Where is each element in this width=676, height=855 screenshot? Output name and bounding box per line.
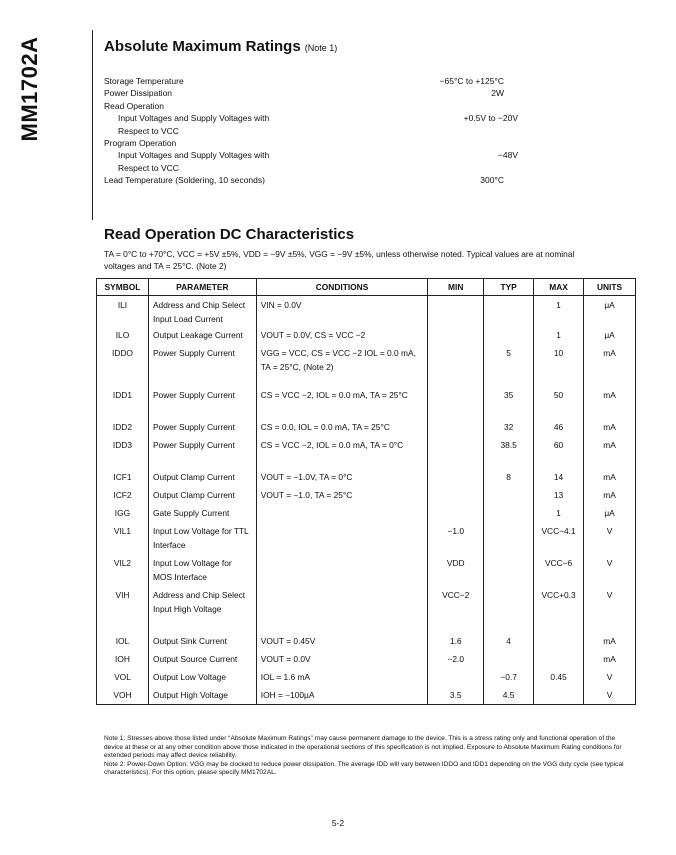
cell-symbol: VIH [97,586,149,632]
cell-parameter: Output High Voltage [148,686,256,704]
rating-row [104,100,624,112]
rating-value: 300°C [480,175,504,186]
cell-parameter: Output Clamp Current [148,486,256,504]
cell-parameter: Output Leakage Current [148,326,256,344]
rating-row [104,87,624,99]
rating-row [104,162,624,174]
cell-typ: 35 [484,386,534,418]
cell-symbol: VIL1 [97,522,149,554]
cell-parameter: Address and Chip Select Input High Voltage [148,586,256,632]
cell-symbol: VIL2 [97,554,149,586]
rating-value: −65°C to +125°C [439,76,504,86]
page-number: 5-2 [331,818,345,828]
cell-min [428,486,484,504]
table-row [97,436,636,468]
cell-symbol: ICF2 [97,486,149,504]
cell-symbol: IDDO [97,344,149,386]
rating-label: Lead Temperature (Soldering, 10 seconds) [104,175,265,186]
cell-symbol: ILO [97,326,149,344]
cell-max: 0.45 [534,668,584,686]
cell-min [428,436,484,468]
cell-symbol: VOL [97,668,149,686]
table-row [97,344,636,386]
column-header: PARAMETER [148,279,256,296]
absolute-max-list [104,75,624,187]
cell-conditions: VOUT = 0.45V [256,632,428,650]
table-row [97,554,636,586]
cell-parameter: Output Clamp Current [148,468,256,486]
cell-units: μA [584,296,636,327]
cell-parameter: Output Source Current [148,650,256,668]
rating-value [353,125,518,137]
rating-label: Input Voltages and Supply Voltages with [118,113,270,124]
rating-value [339,100,504,112]
table-row [97,504,636,522]
cell-max: VCC+0.3 [534,586,584,632]
cell-parameter: Input Low Voltage for TTL Interface [148,522,256,554]
rating-label: Program Operation [104,138,177,149]
cell-symbol: IDD1 [97,386,149,418]
cell-typ: 38.5 [484,436,534,468]
table-row [97,326,636,344]
cell-typ [484,504,534,522]
cell-symbol: IDD2 [97,418,149,436]
cell-typ [484,650,534,668]
cell-units: mA [584,650,636,668]
rating-value: +0.5V to −20V [463,113,518,124]
cell-typ: 5 [484,344,534,386]
cell-min: VDD [428,554,484,586]
cell-typ: 8 [484,468,534,486]
rating-row [104,137,624,149]
table-row [97,686,636,704]
table-row [97,486,636,504]
cell-symbol: ICF1 [97,468,149,486]
vertical-rule [92,30,93,220]
cell-max [534,686,584,704]
cell-symbol: IOH [97,650,149,668]
cell-parameter: Gate Supply Current [148,504,256,522]
rating-label: Respect to VCC [118,162,179,173]
cell-parameter: Power Supply Current [148,418,256,436]
table-row [97,632,636,650]
cell-conditions [256,522,428,554]
cell-symbol: VOH [97,686,149,704]
cell-max: 46 [534,418,584,436]
read-dc-section [104,226,634,272]
cell-conditions [256,554,428,586]
cell-units: mA [584,386,636,418]
cell-conditions: VOUT = −1.0V, TA = 0°C [256,468,428,486]
cell-max: VCC−6 [534,554,584,586]
cell-units: mA [584,418,636,436]
cell-parameter: Output Low Voltage [148,668,256,686]
rating-row [104,112,624,124]
column-header: TYP [484,279,534,296]
cell-max: 60 [534,436,584,468]
rating-row [104,75,624,87]
cell-parameter: Power Supply Current [148,436,256,468]
table-row [97,650,636,668]
cell-min [428,418,484,436]
cell-min: VCC−2 [428,586,484,632]
table-row [97,468,636,486]
cell-max [534,632,584,650]
cell-units: V [584,668,636,686]
cell-units: V [584,554,636,586]
cell-conditions: VIN = 0.0V [256,296,428,327]
column-header: UNITS [584,279,636,296]
rating-row [104,174,624,186]
table-body [97,296,636,705]
rating-value: −48V [497,150,518,161]
cell-conditions: VGG = VCC, CS = VCC −2 IOL = 0.0 mA, TA = 25°C, (Note 2) [256,344,428,386]
table-row [97,522,636,554]
cell-min: 3.5 [428,686,484,704]
column-header: MIN [428,279,484,296]
cell-typ [484,296,534,327]
cell-typ [484,522,534,554]
rating-label: Power Dissipation [104,88,173,99]
table-row [97,418,636,436]
cell-max: 10 [534,344,584,386]
cell-parameter: Address and Chip Select Input Load Current [148,296,256,327]
cell-typ [484,554,534,586]
cell-parameter: Power Supply Current [148,386,256,418]
cell-min: −2.0 [428,650,484,668]
cell-max: 1 [534,296,584,327]
cell-max: 1 [534,326,584,344]
column-header: MAX [534,279,584,296]
cell-conditions: CS = VCC −2, IOL = 0.0 mA, TA = 25°C [256,386,428,418]
cell-min [428,668,484,686]
rating-label: Input Voltages and Supply Voltages with [118,150,270,161]
cell-units: mA [584,436,636,468]
dc-characteristics-table [96,278,636,705]
cell-conditions: CS = 0.0, IOL = 0.0 mA, TA = 25°C [256,418,428,436]
footnotes [104,735,634,778]
cell-min [428,296,484,327]
cell-symbol: IGG [97,504,149,522]
cell-min [428,504,484,522]
rating-row [104,125,624,137]
cell-symbol: ILI [97,296,149,327]
cell-conditions: VOUT = 0.0V, CS = VCC −2 [256,326,428,344]
table-header-row [97,279,636,296]
cell-typ [484,586,534,632]
cell-units: mA [584,344,636,386]
rating-label: Storage Temperature [104,76,184,86]
rating-value [339,137,504,149]
cell-conditions: VOUT = 0.0V [256,650,428,668]
table-row [97,668,636,686]
cell-typ: 32 [484,418,534,436]
cell-units: V [584,522,636,554]
table-row [97,296,636,327]
cell-typ [484,486,534,504]
rating-value: 2W [491,88,504,99]
cell-conditions [256,586,428,632]
note-2: Note 2: Power-Down Option: VGG may be clocked to reduce power dissipation. The average IDD will vary between IDDO and IDD1 depending on the VGG duty cycle (see typical characteristics). For this option, please specify MM1702AL. [104,760,624,777]
cell-min [428,468,484,486]
table-row [97,586,636,632]
cell-units: mA [584,632,636,650]
cell-conditions: CS = VCC −2, IOL = 0.0 mA, TA = 0°C [256,436,428,468]
cell-units: mA [584,468,636,486]
cell-typ: 4.5 [484,686,534,704]
cell-units: μA [584,504,636,522]
side-title: MM1702A [17,36,42,142]
cell-min [428,386,484,418]
cell-max: VCC−4.1 [534,522,584,554]
cell-conditions: IOH = −100μA [256,686,428,704]
cell-units: μA [584,326,636,344]
cell-symbol: IDD3 [97,436,149,468]
cell-max [534,650,584,668]
table-row [97,386,636,418]
read-dc-title: Read Operation DC Characteristics [104,226,355,243]
cell-conditions: IOL = 1.6 mA [256,668,428,686]
rating-label: Respect to VCC [118,125,179,136]
cell-max: 14 [534,468,584,486]
cell-max: 13 [534,486,584,504]
cell-symbol: IOL [97,632,149,650]
cell-parameter: Power Supply Current [148,344,256,386]
rating-value [353,162,518,174]
rating-label: Read Operation [104,100,165,111]
absolute-max-title: Absolute Maximum Ratings (Note 1) [104,38,338,55]
cell-units: mA [584,486,636,504]
absolute-max-section [104,38,624,187]
cell-min: 1.6 [428,632,484,650]
cell-max: 1 [534,504,584,522]
cell-units: V [584,586,636,632]
cell-typ: 4 [484,632,534,650]
cell-conditions: VOUT = −1.0, TA = 25°C [256,486,428,504]
cell-min: −1.0 [428,522,484,554]
cell-min [428,344,484,386]
column-header: CONDITIONS [256,279,428,296]
cell-units: V [584,686,636,704]
cell-typ: −0.7 [484,668,534,686]
cell-typ [484,326,534,344]
note-1: Note 1: Stresses above those listed under “Absolute Maximum Ratings” may cause permanent damage to the device. This is a stress rating only and functional operation of the device at these or at any other condition above those indicated in the operational sections of this specification is not implied. Exposure to Absolute Maximum Rating conditions for extended periods may affect device reliability. [104,735,622,760]
cell-parameter: Input Low Voltage for MOS Interface [148,554,256,586]
rating-row [104,149,624,161]
cell-min [428,326,484,344]
read-dc-conditions: TA = 0°C to +70°C, VCC = +5V ±5%, VDD = −9V ±5%, VGG = −9V ±5%, unless otherwise noted. Typical values are at nominal voltages and TA = 25°C. (Note 2) [104,249,575,271]
column-header: SYMBOL [97,279,149,296]
cell-parameter: Output Sink Current [148,632,256,650]
cell-max: 50 [534,386,584,418]
cell-conditions [256,504,428,522]
